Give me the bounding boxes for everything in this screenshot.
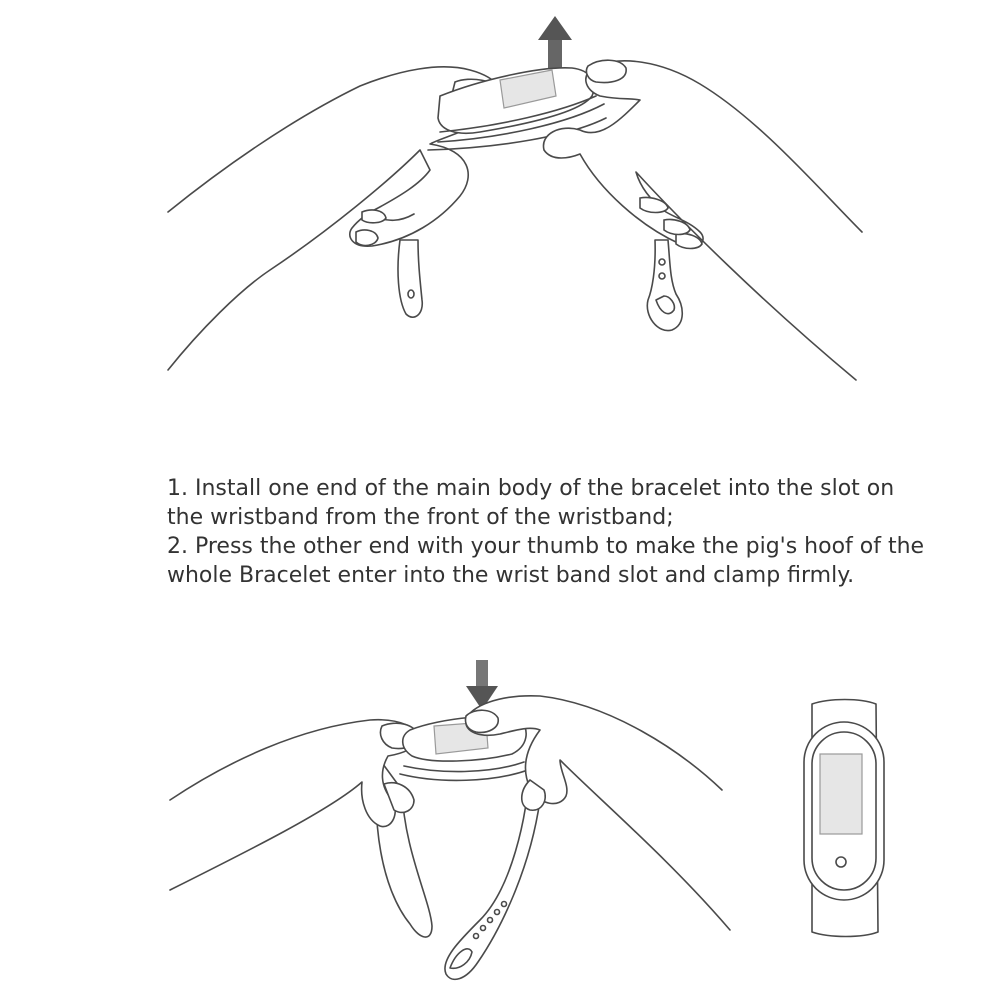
left-strap [398,240,422,317]
right-hand [543,60,862,380]
up-arrow-icon [538,16,572,74]
left-hand-bottom [170,720,418,890]
instruction-step-1: 1. Install one end of the main body of the bracelet into the slot on the wristband from the front of the wristband; [167,476,895,530]
instruction-step-2: 2. Press the other end with your thumb to make the pig's hoof of the whole Bracelet enter into the wrist band slot and clamp firmly. [167,534,925,588]
instructions-text [167,474,927,590]
bottom-illustration [0,650,1000,1000]
assembled-tracker [804,700,884,937]
top-illustration [0,0,1000,400]
right-strap [647,240,682,331]
